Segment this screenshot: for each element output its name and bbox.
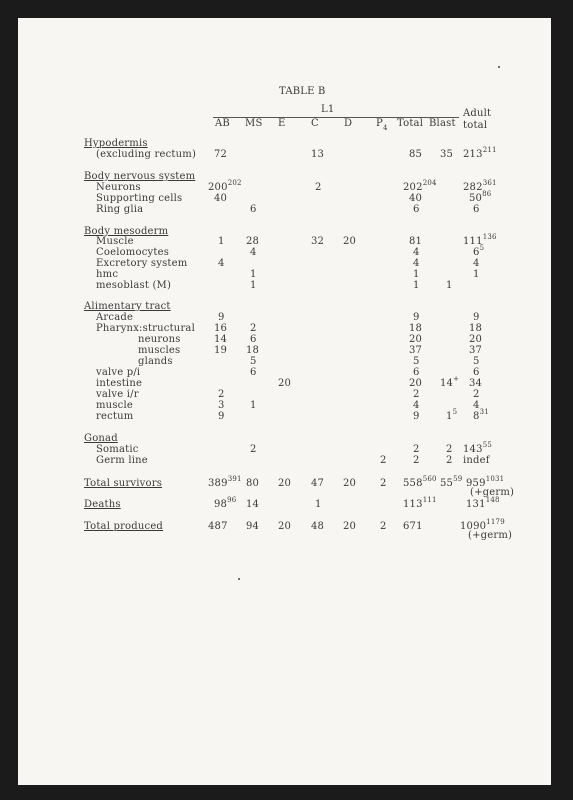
cell-adult: $131^{148}$ (466, 496, 500, 510)
row-label: muscle (96, 400, 133, 411)
cell-adult: 4 (473, 400, 480, 411)
header-p4: $P_4$ (376, 118, 388, 132)
header-ms: MS (245, 118, 263, 129)
cell-ab: 16 (214, 323, 228, 334)
row-label: valve p/i (96, 367, 141, 378)
header-adult: Adult (463, 108, 492, 119)
row-label: Neurons (96, 182, 141, 193)
cell-total: 9 (413, 411, 420, 422)
row-label: muscles (138, 345, 181, 356)
cell-blast: 2 (446, 444, 453, 455)
header-l1: L1 (321, 104, 335, 115)
cell-e: 20 (278, 478, 292, 489)
cell-ab: 72 (214, 149, 228, 160)
cell-blast: $55^{59}$ (440, 475, 463, 489)
cell-e: 20 (278, 521, 292, 532)
cell-c: 13 (311, 149, 325, 160)
cell-ab: 40 (214, 193, 228, 204)
cell-c: 2 (315, 182, 322, 193)
section-body-nervous-system: Body nervous system (84, 171, 196, 182)
cell-ms: 4 (250, 247, 257, 258)
cell-ab: 1 (218, 236, 225, 247)
row-label: Somatic (96, 444, 139, 455)
cell-adult: indef (463, 455, 490, 466)
cell-adult: $213^{211}$ (463, 146, 497, 160)
cell-total: 2 (413, 389, 420, 400)
cell-p4: 2 (380, 455, 387, 466)
cell-p4: 2 (380, 521, 387, 532)
row-label: Muscle (96, 236, 134, 247)
row-label: (excluding rectum) (96, 149, 197, 160)
cell-ab: 9 (218, 411, 225, 422)
cell-ab: 487 (208, 521, 228, 532)
cell-total: 6 (413, 204, 420, 215)
row-total-survivors: Total survivors (84, 478, 163, 489)
cell-ms: 1 (250, 280, 257, 291)
cell-p4: 2 (380, 478, 387, 489)
cell-total: 20 (409, 334, 423, 345)
cell-total: 1 (413, 269, 420, 280)
row-label: mesoblast (M) (96, 280, 172, 291)
cell-ab: 2 (218, 389, 225, 400)
cell-adult: $50^{86}$ (469, 190, 492, 204)
cell-total: 4 (413, 400, 420, 411)
cell-adult: $8^{31}$ (473, 408, 489, 422)
section-body-mesoderm: Body mesoderm (84, 226, 169, 237)
row-deaths: Deaths (84, 499, 121, 510)
speck-mark (498, 66, 500, 68)
cell-adult-note: (+germ) (468, 530, 513, 541)
cell-blast: $1^5$ (446, 408, 458, 422)
cell-total: 20 (409, 378, 423, 389)
cell-c: 48 (311, 521, 325, 532)
cell-blast: 35 (440, 149, 454, 160)
row-label: glands (138, 356, 173, 367)
cell-adult: $1090^{1179}$ (460, 518, 505, 532)
row-total-produced: Total produced (84, 521, 164, 532)
cell-adult: $282^{361}$ (463, 179, 497, 193)
speck-mark (238, 578, 240, 580)
cell-ms: 2 (250, 444, 257, 455)
header-total: Total (397, 118, 424, 129)
row-label: Pharynx:structural (96, 323, 195, 334)
row-label: intestine (96, 378, 143, 389)
cell-ms: 94 (246, 521, 260, 532)
cell-adult-note: (+germ) (470, 487, 515, 498)
cell-ab: 14 (214, 334, 228, 345)
header-c: C (311, 118, 319, 129)
cell-ms: 1 (250, 400, 257, 411)
cell-ms: 80 (246, 478, 260, 489)
cell-total: 5 (413, 356, 420, 367)
cell-d: 20 (343, 521, 357, 532)
cell-total: 4 (413, 258, 420, 269)
cell-c: 1 (315, 499, 322, 510)
row-label: Excretory system (96, 258, 188, 269)
cell-total: 1 (413, 280, 420, 291)
cell-adult: 2 (473, 389, 480, 400)
cell-ab: 19 (214, 345, 228, 356)
cell-total: $202^{204}$ (403, 179, 437, 193)
cell-c: 47 (311, 478, 325, 489)
row-label: Ring glia (96, 204, 144, 215)
row-label: Germ line (96, 455, 148, 466)
row-label: Coelomocytes (96, 247, 170, 258)
cell-d: 20 (343, 478, 357, 489)
cell-adult: 37 (469, 345, 483, 356)
cell-ms: 6 (250, 367, 257, 378)
cell-ms: 28 (246, 236, 260, 247)
cell-adult: $959^{1031}$ (466, 475, 505, 489)
cell-total: 671 (403, 521, 423, 532)
cell-total: 85 (409, 149, 423, 160)
cell-ab: 3 (218, 400, 225, 411)
cell-adult: 9 (473, 312, 480, 323)
row-label: valve i/r (96, 389, 139, 400)
cell-total: 4 (413, 247, 420, 258)
cell-total: 6 (413, 367, 420, 378)
cell-adult: 1 (473, 269, 480, 280)
cell-adult: $6^5$ (473, 244, 485, 258)
cell-total: 18 (409, 323, 423, 334)
row-label: neurons (138, 334, 181, 345)
cell-blast: 14+ (440, 375, 460, 389)
cell-total: $113^{111}$ (403, 496, 437, 510)
cell-ab: $200^{202}$ (208, 179, 242, 193)
cell-adult: $111^{136}$ (463, 233, 497, 247)
header-adult-total: total (463, 120, 488, 131)
table-title: TABLE B (279, 86, 326, 97)
cell-ms: 5 (250, 356, 257, 367)
cell-adult: 6 (473, 204, 480, 215)
section-hypodermis: Hypodermis (84, 138, 148, 149)
row-label: Supporting cells (96, 193, 183, 204)
cell-c: 32 (311, 236, 325, 247)
cell-ms: 18 (246, 345, 260, 356)
row-label: Arcade (96, 312, 134, 323)
cell-ms: 2 (250, 323, 257, 334)
cell-adult: 34 (469, 378, 483, 389)
cell-total: 37 (409, 345, 423, 356)
cell-d: 20 (343, 236, 357, 247)
cell-ms: 1 (250, 269, 257, 280)
header-d: D (344, 118, 353, 129)
cell-ab: 9 (218, 312, 225, 323)
cell-total: 2 (413, 444, 420, 455)
header-blast: Blast (429, 118, 456, 129)
header-ab: AB (215, 118, 230, 129)
cell-ms: 6 (250, 334, 257, 345)
cell-total: 2 (413, 455, 420, 466)
cell-ms: 6 (250, 204, 257, 215)
cell-adult: $143^{55}$ (463, 441, 492, 455)
cell-adult: 5 (473, 356, 480, 367)
cell-ab: 4 (218, 258, 225, 269)
cell-ab: $389^{391}$ (208, 475, 242, 489)
cell-adult: 4 (473, 258, 480, 269)
cell-ab: $98^{96}$ (214, 496, 237, 510)
cell-total: 81 (409, 236, 423, 247)
section-alimentary-tract: Alimentary tract (84, 301, 171, 312)
cell-total: 40 (409, 193, 423, 204)
row-label: hmc (96, 269, 119, 280)
section-gonad: Gonad (84, 433, 118, 444)
cell-total: $558^{560}$ (403, 475, 437, 489)
cell-adult: 20 (469, 334, 483, 345)
cell-blast: 1 (446, 280, 453, 291)
row-label: rectum (96, 411, 134, 422)
cell-adult: 6 (473, 367, 480, 378)
cell-ms: 14 (246, 499, 260, 510)
header-e: E (278, 118, 286, 129)
cell-total: 9 (413, 312, 420, 323)
cell-adult: 18 (469, 323, 483, 334)
cell-e: 20 (278, 378, 292, 389)
cell-blast: 2 (446, 455, 453, 466)
